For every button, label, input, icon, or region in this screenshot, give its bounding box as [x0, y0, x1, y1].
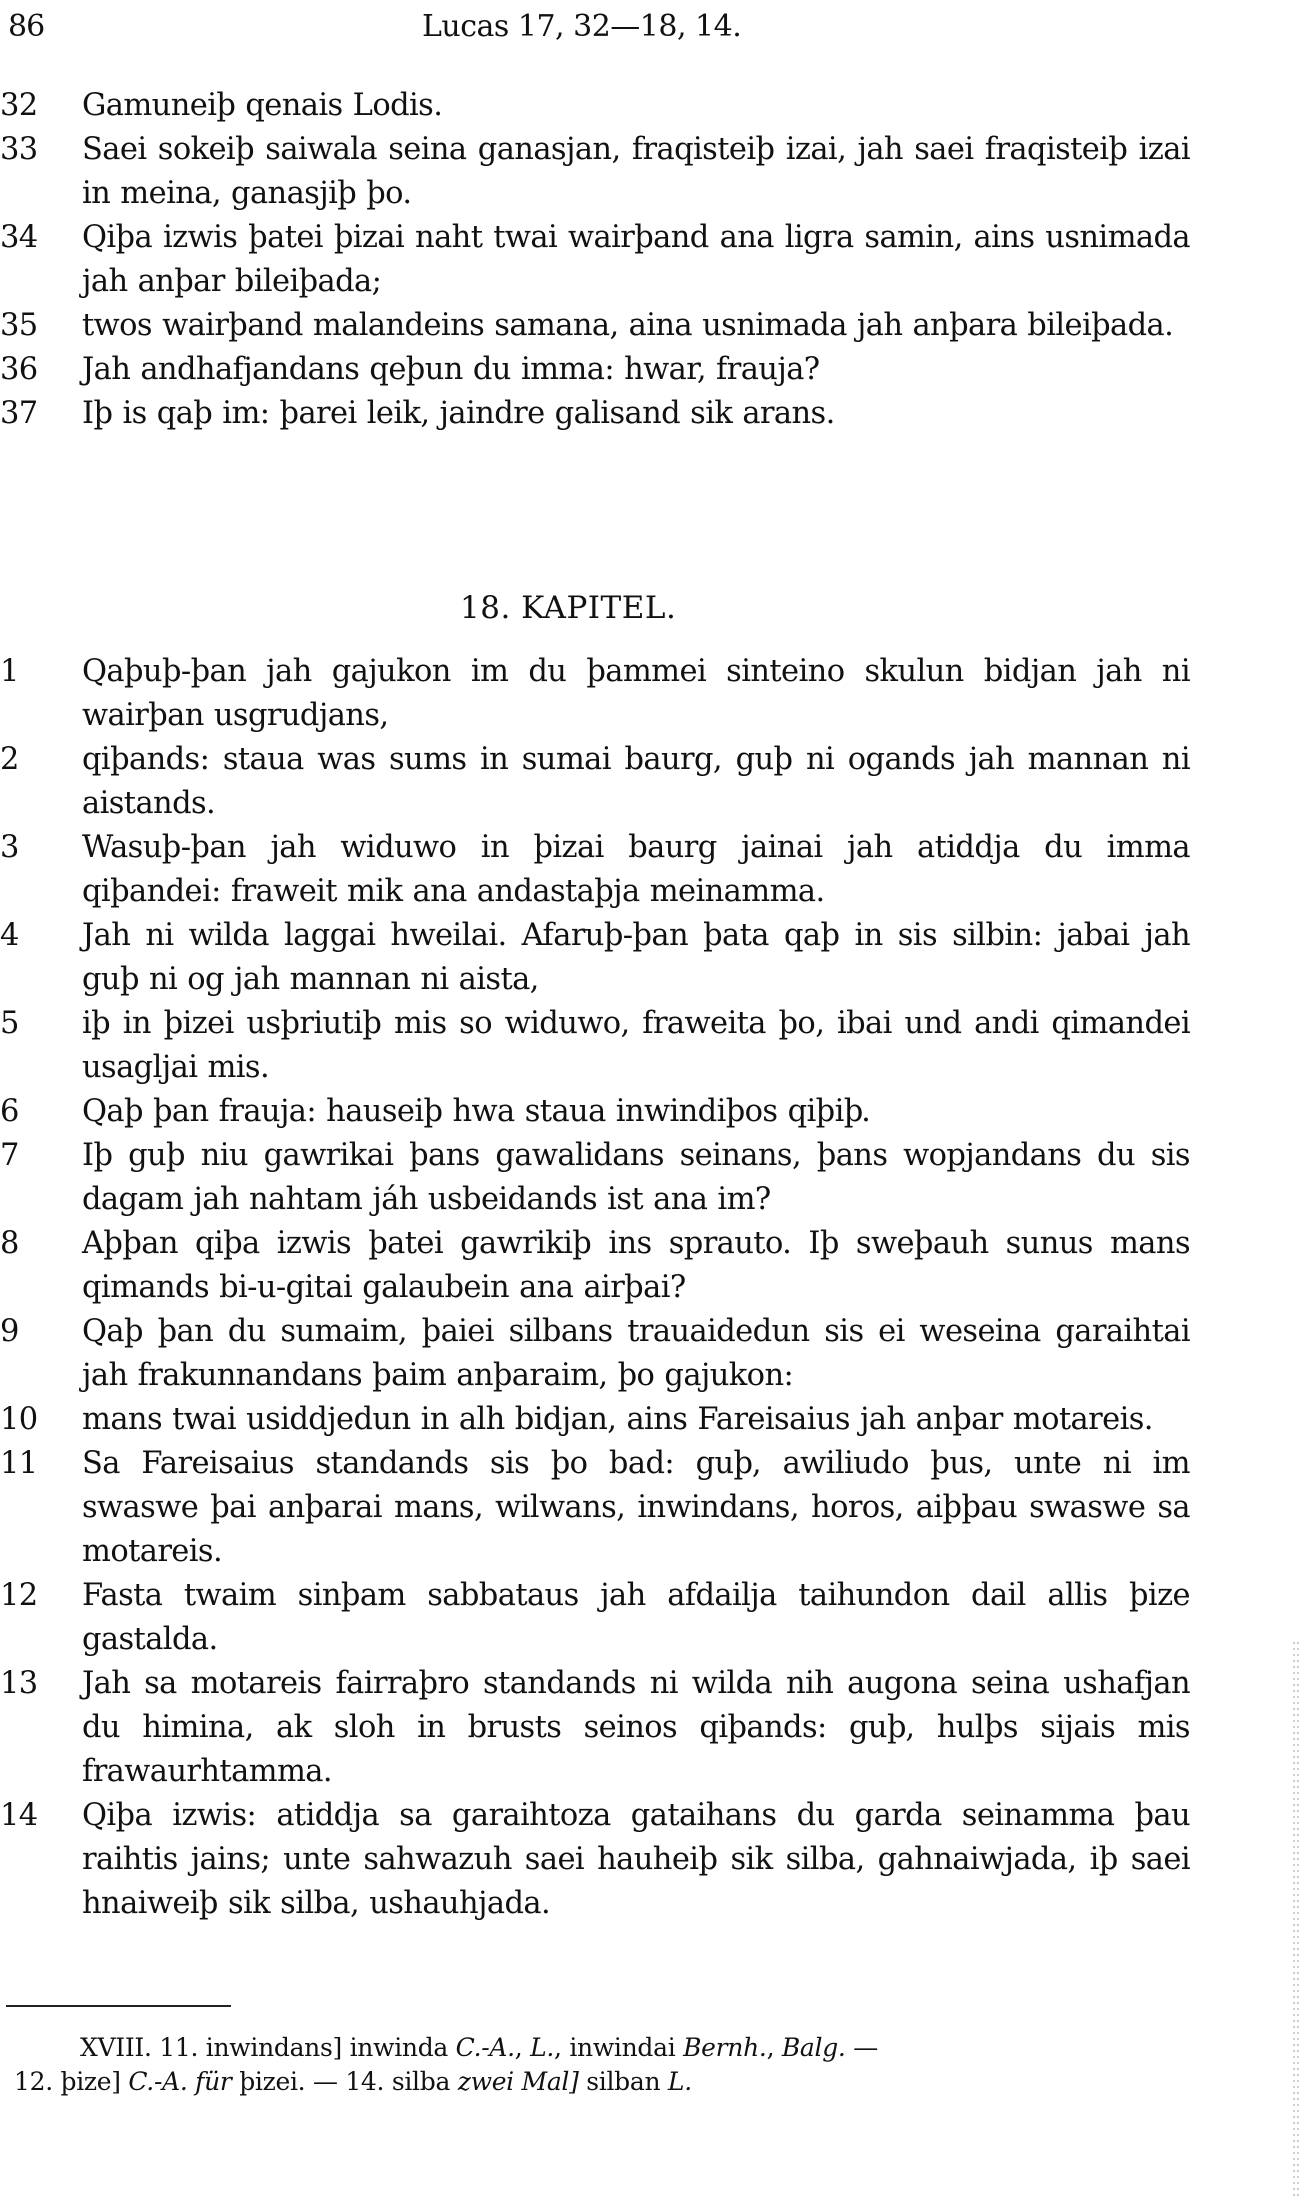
verse	[0, 1222, 1190, 1310]
footnote-text: 12. þize]	[14, 2067, 129, 2096]
verse	[0, 1002, 1190, 1090]
verse-text: Qaþuþ-þan jah gajukon im du þammei sinteino skulun bidjan jah ni wairþan usgrudjans,	[82, 654, 1190, 733]
footnote-text: , inwindai	[554, 2033, 684, 2062]
verse-text: Qiþa izwis: atiddja sa garaihtoza gataihans du garda seinamma þau raihtis jains; unte sahwazuh saei hauheiþ sik silba, gahnaiwjada, iþ saei hnaiweiþ sik silba, ushauhjada.	[82, 1798, 1190, 1921]
verse-number: 14	[0, 1798, 38, 1833]
verse-number: 11	[0, 1446, 38, 1481]
verse-text: Qaþ þan du sumaim, þaiei silbans trauaidedun sis ei weseina garaihtai jah frakunnandans þaim anþaraim, þo gajukon:	[82, 1314, 1190, 1393]
footnote-line	[14, 2031, 1194, 2065]
verse	[0, 826, 1190, 914]
footnote-text: ,	[766, 2033, 782, 2062]
chapter-heading: 18. KAPITEL.	[460, 590, 677, 626]
verse-text: Fasta twaim sinþam sabbataus jah afdailja taihundon dail allis þize gastalda.	[82, 1578, 1190, 1657]
verse-number: 6	[0, 1094, 19, 1129]
verse	[0, 1574, 1190, 1662]
running-head-title: Lucas 17, 32—18, 14.	[422, 9, 742, 44]
scan-edge-noise	[1292, 1640, 1300, 2200]
verse	[0, 1794, 1190, 1926]
verse-number: 3	[0, 830, 19, 865]
verse-number: 7	[0, 1138, 19, 1173]
footnote-source: L.	[530, 2033, 555, 2062]
verse	[0, 1090, 1190, 1134]
footnote-divider	[6, 2005, 231, 2007]
footnote-text: silban	[578, 2067, 668, 2096]
verse	[0, 1134, 1190, 1222]
footnote-word: für	[195, 2067, 232, 2096]
verse-text: Iþ is qaþ im: þarei leik, jaindre galisand sik arans.	[82, 396, 835, 431]
page-number: 86	[8, 9, 45, 44]
footnote-source: C.-A.	[455, 2033, 515, 2062]
verse	[0, 738, 1190, 826]
verse-text: Jah sa motareis fairraþro standands ni wilda nih augona seina ushafjan du himina, ak sloh in brusts seinos qiþands: guþ, hulþs sijais mis frawaurhtamma.	[82, 1666, 1190, 1789]
verse-text: Saei sokeiþ saiwala seina ganasjan, fraqisteiþ izai, jah saei fraqisteiþ izai in meina, ganasjiþ þo.	[82, 132, 1190, 211]
verse	[0, 128, 1190, 216]
footnote-source: C.-A.	[128, 2067, 188, 2096]
verse	[0, 650, 1190, 738]
verse-number: 1	[0, 654, 19, 689]
verse-number: 8	[0, 1226, 19, 1261]
verse-number: 32	[0, 88, 38, 123]
footnote-source: Balg.	[781, 2033, 846, 2062]
footnote-source: Bernh.	[683, 2033, 767, 2062]
verse	[0, 1310, 1190, 1398]
footnote-line	[14, 2065, 1194, 2099]
footnote-text: þizei. — 14. silba	[231, 2067, 458, 2096]
verse	[0, 1442, 1190, 1574]
verse-number: 34	[0, 220, 38, 255]
verse-text: Wasuþ-þan jah widuwo in þizai baurg jainai jah atiddja du imma qiþandei: fraweit mik ana andastaþja meinamma.	[82, 830, 1190, 909]
verse-text: Jah andhafjandans qeþun du imma: hwar, frauja?	[82, 352, 820, 387]
footnote-text: XVIII. 11. inwindans] inwinda	[80, 2033, 456, 2062]
verse	[0, 84, 1190, 128]
verse-number: 12	[0, 1578, 38, 1613]
verse-text: Sa Fareisaius standands sis þo bad: guþ, awiliudo þus, unte ni im swaswe þai anþarai mans, wilwans, inwindans, horos, aiþþau swaswe sa motareis.	[82, 1446, 1190, 1569]
verse-text: qiþands: staua was sums in sumai baurg, guþ ni ogands jah mannan ni aistands.	[82, 742, 1190, 821]
running-head	[0, 2, 1190, 52]
verse-text: Jah ni wilda laggai hweilai. Afaruþ-þan þata qaþ in sis silbin: jabai jah guþ ni og jah mannan ni aista,	[82, 918, 1190, 997]
verse	[0, 914, 1190, 1002]
chapter-17-verses	[0, 84, 1190, 436]
chapter-18-verses	[0, 650, 1190, 1926]
verse-number: 35	[0, 308, 38, 343]
verse	[0, 1662, 1190, 1794]
verse	[0, 392, 1190, 436]
footnote-word: zwei Mal]	[457, 2067, 579, 2096]
verse	[0, 216, 1190, 304]
verse-number: 2	[0, 742, 19, 777]
verse-number: 36	[0, 352, 38, 387]
verse	[0, 304, 1190, 348]
verse-text: twos wairþand malandeins samana, aina usnimada jah anþara bileiþada.	[82, 308, 1174, 343]
verse-number: 5	[0, 1006, 19, 1041]
verse-text: Iþ guþ niu gawrikai þans gawalidans seinans, þans wopjandans du sis dagam jah nahtam jáh usbeidands ist ana im?	[82, 1138, 1190, 1217]
verse-number: 13	[0, 1666, 38, 1701]
verse-text: Gamuneiþ qenais Lodis.	[82, 88, 443, 123]
verse-number: 4	[0, 918, 19, 953]
verse	[0, 348, 1190, 392]
footnote-source: L.	[667, 2067, 692, 2096]
verse-text: Aþþan qiþa izwis þatei gawrikiþ ins sprauto. Iþ sweþauh sunus mans qimands bi-u-gitai galaubein ana airþai?	[82, 1226, 1190, 1305]
verse-text: iþ in þizei usþriutiþ mis so widuwo, fraweita þo, ibai und andi qimandei usagljai mis.	[82, 1006, 1190, 1085]
verse-text: mans twai usiddjedun in alh bidjan, ains Fareisaius jah anþar motareis.	[82, 1402, 1153, 1437]
verse	[0, 1398, 1190, 1442]
verse-text: Qiþa izwis þatei þizai naht twai wairþand ana ligra samin, ains usnimada jah anþar bileiþada;	[82, 220, 1190, 299]
footnotes	[14, 2031, 1194, 2099]
footnote-text: ,	[514, 2033, 531, 2062]
verse-number: 37	[0, 396, 38, 431]
verse-number: 10	[0, 1402, 38, 1437]
verse-number: 33	[0, 132, 38, 167]
verse-number: 9	[0, 1314, 19, 1349]
verse-text: Qaþ þan frauja: hauseiþ hwa staua inwindiþos qiþiþ.	[82, 1094, 871, 1129]
footnote-text: —	[845, 2033, 878, 2062]
